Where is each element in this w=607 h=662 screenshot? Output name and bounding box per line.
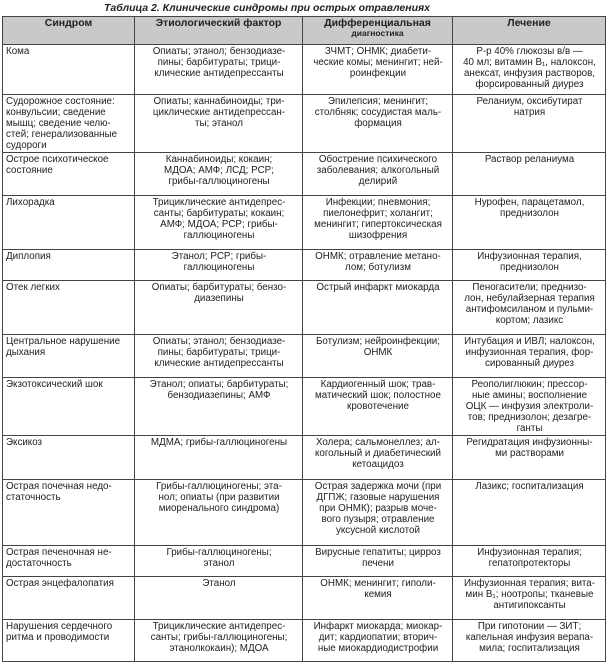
cell-line: Этанол; PCP; грибы- xyxy=(171,251,267,262)
cell-line: Эпилепсия; менингит; xyxy=(327,96,429,107)
cell-syndrome xyxy=(3,95,135,153)
cell-line: мышц; сведение челю- xyxy=(6,118,111,129)
cell-line: 40 мл; витамин B₁, налоксон, xyxy=(463,57,596,68)
cell-syndrome xyxy=(3,281,135,335)
cell-syndrome xyxy=(3,436,135,480)
cell-diagnostics xyxy=(303,196,453,250)
cell-line: шизофрения xyxy=(348,230,408,241)
cell-factor xyxy=(135,378,303,436)
cell-treatment xyxy=(453,480,606,546)
cell-syndrome xyxy=(3,196,135,250)
cell-line: ритма и проводимости xyxy=(6,632,110,643)
cell-line: Трициклические антидепрес- xyxy=(152,197,286,208)
cell-treatment xyxy=(453,436,606,480)
cell-line: ЗЧМТ; ОНМК; диабети- xyxy=(324,46,432,57)
cell-line: мин B₁; ноотропы; тканевые xyxy=(465,589,594,600)
cell-line: делирий xyxy=(358,176,398,187)
cell-factor xyxy=(135,480,303,546)
cell-line: этанол xyxy=(203,558,235,569)
cell-line: Инфекции; пневмония; xyxy=(325,197,431,208)
cell-line: ные амины; восполнение xyxy=(471,390,588,401)
cell-diagnostics xyxy=(303,95,453,153)
cell-line: пины; барбитураты; трици- xyxy=(157,347,281,358)
cell-line: Инфаркт миокарда; миокар- xyxy=(313,621,443,632)
cell-line: Раствор реланиума xyxy=(484,154,575,165)
cell-line: Центральное нарушение xyxy=(6,336,121,347)
cell-line: Кардиогенный шок; трав- xyxy=(320,379,436,390)
cell-line: Реополиглюкин; прессор- xyxy=(471,379,588,390)
cell-line: циклические антидепрессан- xyxy=(152,107,286,118)
cell-factor xyxy=(135,281,303,335)
header-treatment: Лечение xyxy=(453,17,606,45)
cell-line: преднизолон xyxy=(500,262,559,273)
syndromes-table xyxy=(2,16,606,662)
cell-line: нол; опиаты (при развитии xyxy=(158,492,280,503)
cell-line: кетоацидоз xyxy=(352,459,404,470)
cell-factor xyxy=(135,546,303,577)
table-row xyxy=(3,335,606,378)
cell-treatment xyxy=(453,281,606,335)
cell-line: лон, небулайзерная терапия xyxy=(464,293,595,304)
cell-line: Этанол; опиаты; барбитураты; xyxy=(149,379,289,390)
cell-line: Этанол xyxy=(202,578,236,589)
cell-diagnostics xyxy=(303,436,453,480)
cell-factor xyxy=(135,95,303,153)
cell-diagnostics xyxy=(303,281,453,335)
cell-diagnostics xyxy=(303,45,453,95)
cell-factor xyxy=(135,335,303,378)
cell-line: Каннабиноиды; кокаин; xyxy=(165,154,273,165)
cell-line: ДГПЖ; газовые нарушения xyxy=(316,492,440,503)
cell-treatment xyxy=(453,45,606,95)
cell-line: ОНМК xyxy=(363,347,393,358)
cell-line: галлюциногены xyxy=(183,230,255,241)
cell-line: сированный диурез xyxy=(484,358,575,369)
cell-line: Кома xyxy=(6,46,30,57)
cell-line: Ботулизм; нейроинфекции; xyxy=(316,336,440,347)
cell-line: Нурофен, парацетамол, xyxy=(474,197,585,208)
cell-diagnostics xyxy=(303,577,453,620)
cell-line: Острая энцефалопатия xyxy=(6,578,114,589)
cell-line: преднизолон xyxy=(500,208,559,219)
cell-line: антифомсиланом и пульми- xyxy=(465,304,594,315)
cell-line: Опиаты; барбитураты; бензо- xyxy=(151,282,287,293)
cell-line: Острая задержка мочи (при xyxy=(314,481,442,492)
cell-line: Р-р 40% глюкозы в/в — xyxy=(476,46,583,57)
cell-line: пины; барбитураты; трици- xyxy=(157,57,281,68)
cell-line: ты; этанол xyxy=(195,118,243,129)
table-row xyxy=(3,281,606,335)
table-row xyxy=(3,196,606,250)
cell-treatment xyxy=(453,577,606,620)
cell-line: бензодиазепины; АМФ xyxy=(167,390,271,401)
cell-line: ОНМК; отравление метано- xyxy=(315,251,441,262)
cell-line: состояние xyxy=(6,165,53,176)
cell-diagnostics xyxy=(303,250,453,281)
cell-line: уксусной кислотой xyxy=(336,525,420,536)
table-row xyxy=(3,45,606,95)
table-caption: Таблица 2. Клинические синдромы при острых отравлениях xyxy=(104,2,431,14)
cell-line: форсированный диурез xyxy=(475,79,584,90)
cell-syndrome xyxy=(3,480,135,546)
cell-line: Диплопия xyxy=(6,251,51,262)
cell-line: Грибы-галлюциногены; xyxy=(166,547,272,558)
cell-line: Интубация и ИВЛ; налоксон, xyxy=(464,336,595,347)
cell-factor xyxy=(135,196,303,250)
cell-line: ОНМК; менингит; гиполи- xyxy=(320,578,436,589)
table-row xyxy=(3,250,606,281)
cell-syndrome xyxy=(3,577,135,620)
cell-line: анексат, инфузия растворов, xyxy=(463,68,596,79)
table-row xyxy=(3,378,606,436)
cell-line: санты; грибы-галлюциногены; xyxy=(150,632,288,643)
table-row xyxy=(3,153,606,196)
cell-line: Регидратация инфузионны- xyxy=(466,437,593,448)
cell-treatment xyxy=(453,153,606,196)
cell-line: Экзотоксический шок xyxy=(6,379,103,390)
table-row xyxy=(3,546,606,577)
cell-line: Трициклические антидепрес- xyxy=(152,621,286,632)
cell-line: МДОА; АМФ; ЛСД; PCP; xyxy=(164,165,274,176)
cell-line: лом; ботулизм xyxy=(345,262,411,273)
cell-treatment xyxy=(453,378,606,436)
table-row xyxy=(3,95,606,153)
cell-line: Лихорадка xyxy=(6,197,55,208)
cell-factor xyxy=(135,436,303,480)
cell-line: Опиаты; этанол; бензодиазе- xyxy=(152,336,286,347)
header-row xyxy=(3,17,606,45)
cell-diagnostics xyxy=(303,335,453,378)
cell-line: Лазикс; госпитализация xyxy=(475,481,584,492)
cell-line: инфузионная терапия, фор- xyxy=(465,347,594,358)
cell-diagnostics xyxy=(303,153,453,196)
cell-line: при ОНМК); разрыв моче- xyxy=(319,503,437,514)
cell-treatment xyxy=(453,335,606,378)
cell-factor xyxy=(135,250,303,281)
cell-line: галлюциногены xyxy=(183,262,255,273)
cell-syndrome xyxy=(3,45,135,95)
cell-diagnostics xyxy=(303,546,453,577)
cell-line: достаточность xyxy=(6,558,72,569)
cell-line: Обострение психического xyxy=(318,154,438,165)
table-row xyxy=(3,436,606,480)
cell-line: миоренального синдрома) xyxy=(158,503,280,514)
table-row xyxy=(3,577,606,620)
cell-line: ганты xyxy=(516,423,543,434)
cell-line: кортом; лазикс xyxy=(495,315,564,326)
cell-treatment xyxy=(453,95,606,153)
cell-line: Пеногасители; преднизо- xyxy=(472,282,587,293)
cell-syndrome xyxy=(3,378,135,436)
cell-line: этанолкокаин); МДОА xyxy=(169,643,269,654)
cell-line: когольный и диабетический xyxy=(314,448,441,459)
cell-line: Острый инфаркт миокарда xyxy=(316,282,440,293)
header-diagnostics xyxy=(303,17,453,45)
cell-line: ОЦК — инфузия электроли- xyxy=(465,401,594,412)
cell-syndrome xyxy=(3,250,135,281)
cell-factor xyxy=(135,153,303,196)
header-factor: Этиологический фактор xyxy=(135,17,303,45)
cell-treatment xyxy=(453,546,606,577)
cell-line: АМФ; МДОА; PCP; грибы- xyxy=(160,219,278,230)
cell-syndrome xyxy=(3,335,135,378)
cell-line: Острая почечная недо- xyxy=(6,481,112,492)
cell-factor xyxy=(135,45,303,95)
cell-line: Нарушения сердечного xyxy=(6,621,113,632)
cell-line: Опиаты; этанол; бензодиазе- xyxy=(152,46,286,57)
cell-line: антигипоксанты xyxy=(493,600,566,611)
header-diagnostics-main: Дифференциальная xyxy=(324,17,431,29)
cell-line: ные миокардиодистрофии xyxy=(317,643,439,654)
cell-line: пиелонефрит; холангит; xyxy=(323,208,433,219)
cell-line: тов; преднизолон; дезагре- xyxy=(467,412,592,423)
cell-line: Вирусные гепатиты; цирроз xyxy=(315,547,441,558)
cell-line: Холера; сальмонеллез; ал- xyxy=(315,437,441,448)
cell-line: Острое психотическое xyxy=(6,154,109,165)
cell-line: менингит; гипертоксическая xyxy=(314,219,442,230)
cell-line: ческие комы; менингит; ней- xyxy=(313,57,443,68)
cell-line: вого пузыря; отравление xyxy=(321,514,435,525)
cell-line: натрия xyxy=(513,107,546,118)
cell-line: дыхания xyxy=(6,347,46,358)
cell-line: ми растворами xyxy=(495,448,564,459)
cell-line: кемия xyxy=(364,589,392,600)
cell-line: диазепины xyxy=(194,293,244,304)
cell-line: Грибы-галлюциногены; эта- xyxy=(156,481,282,492)
cell-line: Инфузионная терапия; xyxy=(477,547,582,558)
cell-line: статочность xyxy=(6,492,61,503)
cell-line: матический шок; полостное xyxy=(315,390,441,401)
cell-line: гепатопротекторы xyxy=(488,558,571,569)
cell-treatment xyxy=(453,250,606,281)
cell-line: Реланиум, оксибутират xyxy=(476,96,583,107)
cell-line: клические антидепрессанты xyxy=(154,358,284,369)
cell-line: столбняк; сосудистая маль- xyxy=(314,107,442,118)
cell-line: Острая печеночная не- xyxy=(6,547,112,558)
cell-line: МДМА; грибы-галлюциногены xyxy=(150,437,288,448)
cell-line: судороги xyxy=(6,140,47,151)
cell-line: санты; барбитураты; кокаин; xyxy=(153,208,285,219)
cell-treatment xyxy=(453,196,606,250)
cell-syndrome xyxy=(3,153,135,196)
cell-line: мила; госпитализация xyxy=(479,643,580,654)
cell-line: Опиаты; каннабиноиды; три- xyxy=(153,96,285,107)
cell-line: кровотечение xyxy=(347,401,409,412)
cell-line: роинфекции xyxy=(349,68,407,79)
cell-line: клические антидепрессанты xyxy=(154,68,284,79)
cell-line: грибы-галлюциногены xyxy=(168,176,270,187)
cell-line: Инфузионная терапия, xyxy=(477,251,582,262)
cell-line: При гипотонии — ЗИТ; xyxy=(477,621,582,632)
cell-line: дит; кардиопатии; вторич- xyxy=(318,632,438,643)
cell-line: Судорожное состояние: xyxy=(6,96,115,107)
cell-line: капельная инфузия верапа- xyxy=(465,632,594,643)
header-diagnostics-sub: диагностика xyxy=(351,28,404,38)
cell-line: Инфузионная терапия; вита- xyxy=(463,578,596,589)
cell-line: формация xyxy=(354,118,402,129)
cell-factor xyxy=(135,577,303,620)
cell-line: стей; генерализованные xyxy=(6,129,118,140)
cell-line: Отек легких xyxy=(6,282,60,293)
cell-line: конвульсии; сведение xyxy=(6,107,106,118)
cell-line: заболевания; алкогольный xyxy=(316,165,440,176)
cell-line: печени xyxy=(362,558,394,569)
cell-syndrome xyxy=(3,546,135,577)
cell-line: Эксикоз xyxy=(6,437,43,448)
header-syndrome: Синдром xyxy=(3,17,135,45)
cell-diagnostics xyxy=(303,480,453,546)
table-row xyxy=(3,480,606,546)
cell-diagnostics xyxy=(303,378,453,436)
